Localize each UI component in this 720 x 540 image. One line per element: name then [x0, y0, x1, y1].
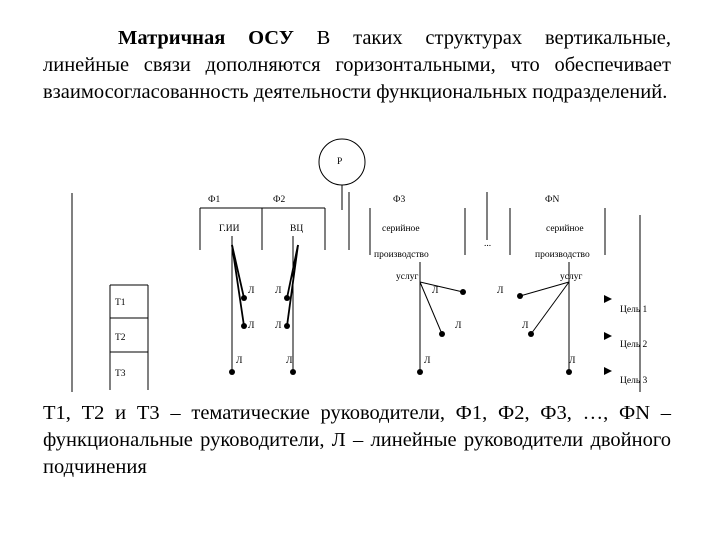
dot-r2-1 — [241, 323, 247, 329]
dot-r1-4 — [517, 293, 523, 299]
link-fn-b — [531, 282, 569, 334]
func-head-f3: Ф3 — [393, 195, 406, 205]
line-mgr-r2-4: Л — [522, 321, 529, 331]
dot-r2-3 — [439, 331, 445, 337]
unit-production-2: производство — [535, 250, 590, 260]
goal-3: Цель 3 — [620, 376, 648, 386]
intro-text: В таких структурах вертикальные, линейные связи дополняются горизонтальными, что обеспечивает взаимосогласованность деятельности функциональных подразделений. — [43, 27, 671, 103]
thematic-t1: Т1 — [115, 298, 126, 308]
goal-2: Цель 2 — [620, 340, 648, 350]
intro-title: Матричная ОСУ — [118, 27, 294, 49]
goal-arrow-1 — [604, 295, 612, 303]
link-f3-b — [420, 282, 442, 334]
func-head-f2: Ф2 — [273, 195, 286, 205]
dot-r3-2 — [290, 369, 296, 375]
line-mgr-r3-1: Л — [236, 356, 243, 366]
func-head-f1: Ф1 — [208, 195, 221, 205]
goal-arrow-2 — [604, 332, 612, 340]
unit-services-2: услуг — [560, 272, 583, 282]
goal-arrow-3 — [604, 367, 612, 375]
dot-r1-2 — [284, 295, 290, 301]
line-mgr-r3-4: Л — [569, 356, 576, 366]
unit-vc: ВЦ — [290, 224, 304, 234]
unit-gii: Г.ИИ — [219, 224, 240, 234]
line-mgr-r2-3: Л — [455, 321, 462, 331]
caption-paragraph: Т1, Т2 и Т3 – тематические руководители, Ф1, Ф2, Ф3, …, ФN – функциональные руководители, Л – линейные руководители двойного подчинения — [43, 402, 671, 478]
link-f1-b — [232, 245, 244, 326]
func-head-fn: ФN — [545, 195, 560, 205]
unit-serial-2: серийное — [546, 224, 584, 234]
line-mgr-r3-2: Л — [286, 356, 293, 366]
unit-production-1: производство — [374, 250, 429, 260]
line-mgr-r1-4: Л — [497, 286, 504, 296]
line-mgr-r1-1: Л — [248, 286, 255, 296]
line-mgr-r2-1: Л — [248, 321, 255, 331]
dot-r1-1 — [241, 295, 247, 301]
unit-ellipsis: ... — [484, 239, 492, 249]
thematic-t3: Т3 — [115, 369, 126, 379]
link-fn-a — [520, 282, 569, 296]
thematic-t2: Т2 — [115, 333, 126, 343]
link-f3-a — [420, 282, 463, 292]
dot-r3-1 — [229, 369, 235, 375]
line-mgr-r1-2: Л — [275, 286, 282, 296]
line-mgr-r1-3: Л — [432, 286, 439, 296]
dot-r1-3 — [460, 289, 466, 295]
root-label: Р — [337, 157, 343, 167]
dot-r3-3 — [417, 369, 423, 375]
line-mgr-r2-2: Л — [275, 321, 282, 331]
unit-serial-1: серийное — [382, 224, 420, 234]
dot-r2-4 — [528, 331, 534, 337]
unit-services-1: услуг — [396, 272, 419, 282]
line-mgr-r3-3: Л — [424, 356, 431, 366]
goal-1: Цель 1 — [620, 305, 648, 315]
dot-r2-2 — [284, 323, 290, 329]
dot-r3-4 — [566, 369, 572, 375]
